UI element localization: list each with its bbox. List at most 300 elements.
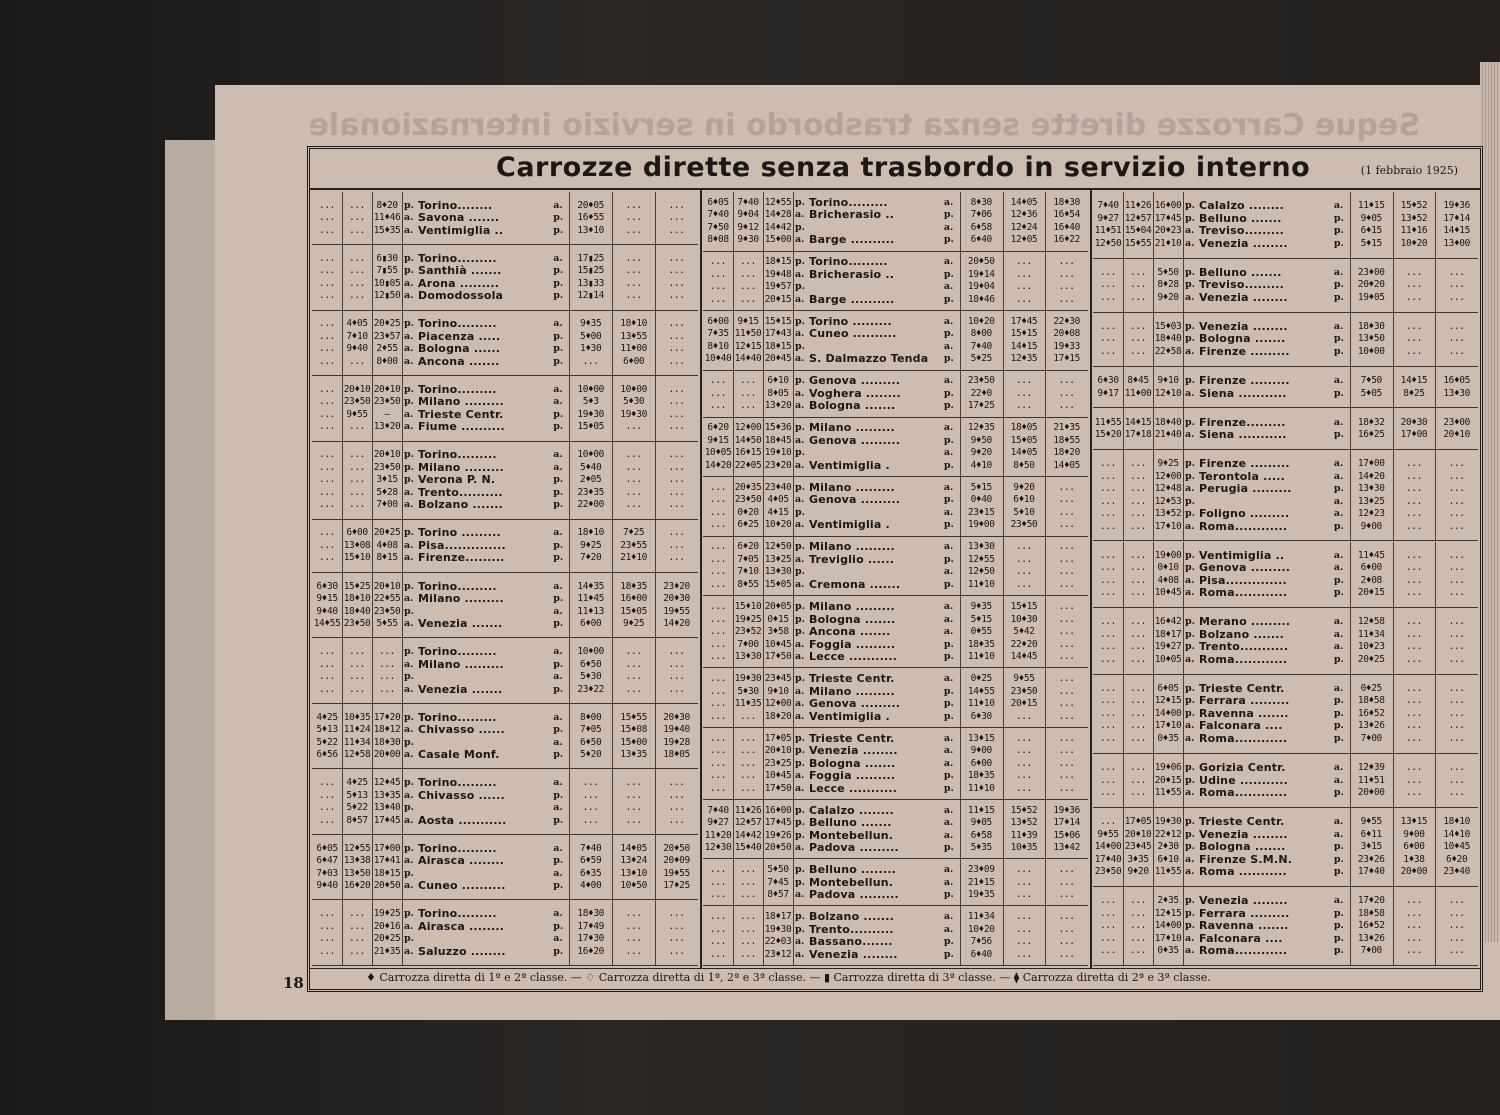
timetable-row: [312, 843, 698, 856]
route-block: [312, 638, 698, 704]
time-cell: ...: [1015, 268, 1032, 280]
timetable-row: [1093, 762, 1478, 775]
departure-arrival-mark: p.: [943, 936, 954, 948]
time-cell: 16♦22: [1053, 234, 1080, 246]
time-cell: 20♦05: [764, 601, 792, 613]
time-cell: ...: [710, 745, 726, 757]
route-block: [1093, 367, 1478, 409]
time-cell: ...: [1405, 787, 1422, 799]
time-cell: ...: [1058, 519, 1075, 531]
time-cell: 6♦05: [316, 842, 338, 854]
departure-arrival-mark: p.: [795, 340, 805, 352]
time-cell: 23♦22: [577, 683, 604, 695]
time-cell: ...: [379, 671, 395, 683]
time-cell: 22♦58: [1154, 345, 1182, 357]
departure-arrival-mark: a.: [404, 290, 414, 302]
time-cell: 7♦40: [1097, 200, 1119, 212]
time-cell: 6♦25: [737, 519, 759, 531]
departure-arrival-mark: p.: [553, 593, 564, 605]
time-cell: ...: [668, 224, 685, 236]
time-cell: ...: [1100, 458, 1116, 470]
time-cell: 0♦10: [1157, 562, 1179, 574]
timetable-row: [1093, 720, 1478, 733]
time-cell: 13♦52: [1010, 817, 1038, 829]
station-name: Ravenna .......: [1199, 707, 1289, 720]
time-cell: ...: [740, 889, 756, 901]
time-cell: 6♦15: [1360, 225, 1382, 237]
departure-arrival-mark: a.: [1333, 562, 1344, 574]
time-cell: ...: [349, 920, 365, 932]
time-cell: ...: [1100, 895, 1116, 907]
departure-arrival-mark: p.: [795, 601, 805, 613]
timetable-row: [1093, 346, 1478, 359]
time-cell: 22♦20: [1010, 638, 1038, 650]
time-cell: ...: [319, 539, 335, 551]
timetable-row: [312, 343, 698, 356]
time-cell: 17♦20: [1357, 895, 1385, 907]
departure-arrival-mark: p.: [943, 710, 954, 722]
time-cell: 0♦40: [970, 494, 992, 506]
timetable-row: [312, 499, 698, 512]
time-cell: ...: [1448, 653, 1465, 665]
time-cell: ...: [625, 199, 642, 211]
time-cell: ...: [1130, 920, 1146, 932]
departure-arrival-mark: p.: [795, 745, 805, 757]
departure-arrival-mark: p.: [1333, 225, 1344, 237]
time-cell: 19♦30: [620, 408, 647, 420]
timetable-row: [703, 281, 1088, 294]
time-cell: ...: [625, 461, 642, 473]
time-cell: ...: [1100, 732, 1116, 744]
time-cell: ...: [1100, 520, 1116, 532]
time-cell: 17♦20: [373, 711, 401, 723]
time-cell: 14♦50: [734, 434, 762, 446]
station-name: Trieste Centr.: [809, 732, 895, 745]
time-cell: ...: [668, 277, 685, 289]
time-cell: 11♦13: [577, 605, 604, 617]
time-cell: 23♦26: [1357, 853, 1385, 865]
departure-arrival-mark: a.: [795, 948, 805, 960]
time-cell: 19♦30: [764, 923, 792, 935]
route-block: [312, 520, 698, 573]
time-cell: ...: [319, 265, 335, 277]
time-cell: ...: [1405, 333, 1422, 345]
time-cell: 9♦35: [580, 318, 602, 330]
time-cell: 18♦58: [1357, 907, 1385, 919]
time-cell: 7♦00: [737, 638, 759, 650]
time-cell: 18♦35: [620, 580, 647, 592]
time-cell: ...: [710, 506, 726, 518]
time-cell: 15♦05: [764, 578, 792, 590]
time-cell: 0♦55: [970, 626, 992, 638]
time-cell: ...: [1405, 932, 1422, 944]
time-cell: ...: [1130, 907, 1146, 919]
time-cell: 5♦10: [1013, 506, 1035, 518]
time-cell: 11♦34: [967, 911, 995, 923]
departure-arrival-mark: a.: [1333, 816, 1344, 828]
departure-arrival-mark: a.: [553, 461, 563, 473]
departure-arrival-mark: p.: [943, 209, 954, 221]
time-cell: 15♦05: [620, 605, 647, 617]
station-name: Belluno .......: [1199, 212, 1282, 225]
station-name: Trento...........: [1199, 641, 1289, 654]
time-cell: 13♦25: [764, 553, 792, 565]
departure-arrival-mark: p.: [1333, 932, 1344, 944]
time-cell: ...: [668, 920, 685, 932]
station-name: Roma............: [1199, 520, 1288, 533]
departure-arrival-mark: a.: [1185, 574, 1195, 586]
time-cell: ...: [1015, 553, 1032, 565]
time-cell: 19♦55: [663, 867, 690, 879]
time-cell: 11♦46: [373, 212, 401, 224]
departure-arrival-mark: p.: [1333, 574, 1344, 586]
time-cell: 4♦10: [970, 459, 992, 471]
timetable-row: [703, 256, 1088, 269]
time-cell: ...: [319, 252, 335, 264]
departure-arrival-mark: p.: [795, 864, 805, 876]
time-cell: 13♦30: [1443, 387, 1470, 399]
timetable-row: [1093, 908, 1478, 921]
time-cell: ...: [349, 265, 365, 277]
time-cell: ...: [1100, 945, 1116, 957]
time-cell: ...: [1130, 774, 1146, 786]
station-name: Bologna .......: [809, 400, 896, 413]
time-cell: 6♦35: [580, 867, 602, 879]
timetable-row: [703, 341, 1088, 354]
time-cell: 12♦00: [734, 422, 762, 434]
timetable-row: [703, 316, 1088, 329]
departure-arrival-mark: p.: [1185, 562, 1195, 574]
time-cell: 17♦10: [1154, 720, 1182, 732]
timetable-row: [703, 626, 1088, 639]
time-cell: 1♦38: [1403, 853, 1425, 865]
time-cell: ...: [1058, 256, 1075, 268]
time-cell: ...: [740, 710, 756, 722]
time-cell: ...: [668, 945, 685, 957]
timetable-row: [1093, 695, 1478, 708]
departure-arrival-mark: p.: [553, 855, 564, 867]
time-cell: 12♦36: [1010, 209, 1038, 221]
time-cell: 14♦05: [1010, 196, 1038, 208]
time-cell: ...: [625, 486, 642, 498]
time-cell: ...: [582, 802, 599, 814]
time-cell: 19♦36: [1443, 200, 1470, 212]
time-cell: 15♦05: [577, 421, 604, 433]
time-cell: 23♦50: [967, 375, 995, 387]
station-name: Torino.........: [418, 842, 497, 855]
bleed-through-text: Seque Carrozze dirette senza trasbordo in servizio internazionale: [308, 108, 1420, 143]
time-cell: 20♦25: [1357, 653, 1385, 665]
departure-arrival-mark: p.: [1185, 707, 1195, 719]
departure-arrival-mark: a.: [1333, 641, 1344, 653]
time-cell: 20♦05: [577, 199, 604, 211]
time-cell: 17♦00: [1400, 429, 1428, 441]
time-cell: ...: [710, 782, 726, 794]
departure-arrival-mark: p.: [404, 318, 414, 330]
time-cell: 21♦35: [1053, 422, 1080, 434]
departure-arrival-mark: a.: [1333, 762, 1344, 774]
timetable-row: [703, 435, 1088, 448]
departure-arrival-mark: p.: [1185, 895, 1195, 907]
time-cell: ...: [740, 268, 756, 280]
departure-arrival-mark: a.: [795, 209, 805, 221]
time-cell: ...: [319, 658, 335, 670]
departure-arrival-mark: p.: [1185, 470, 1195, 482]
time-cell: 11♦55: [1154, 787, 1182, 799]
departure-arrival-mark: a.: [943, 923, 954, 935]
departure-arrival-mark: a.: [943, 375, 954, 387]
time-cell: ...: [740, 281, 756, 293]
time-cell: ...: [582, 777, 599, 789]
time-cell: 10♦05: [1154, 653, 1182, 665]
departure-arrival-mark: a.: [1185, 429, 1195, 441]
departure-arrival-mark: p.: [795, 566, 805, 578]
departure-arrival-mark: p.: [553, 421, 564, 433]
departure-arrival-mark: a.: [553, 580, 563, 592]
time-cell: 17♦40: [1094, 853, 1122, 865]
timetable-row: [703, 566, 1088, 579]
departure-arrival-mark: a.: [1333, 470, 1344, 482]
time-cell: ...: [710, 757, 726, 769]
time-cell: ...: [1448, 291, 1465, 303]
time-cell: 11♦45: [577, 593, 604, 605]
time-cell: 7♦03: [316, 867, 338, 879]
departure-arrival-mark: p.: [943, 685, 954, 697]
time-cell: 8♦50: [1013, 459, 1035, 471]
departure-arrival-mark: a.: [553, 318, 563, 330]
time-cell: ...: [349, 933, 365, 945]
departure-arrival-mark: p.: [1333, 237, 1344, 249]
footer-rule: [310, 968, 1480, 969]
timetable-row: [1093, 587, 1478, 600]
column-separator: [1090, 190, 1092, 968]
time-cell: ...: [1405, 682, 1422, 694]
time-cell: ...: [740, 864, 756, 876]
station-name: Calalzo ........: [1199, 200, 1284, 213]
timetable-row: [312, 449, 698, 462]
time-cell: 17♦10: [1154, 932, 1182, 944]
time-cell: 16♦25: [1357, 429, 1385, 441]
time-cell: ...: [379, 658, 395, 670]
time-cell: 18♦30: [1053, 196, 1080, 208]
timetable-row: [703, 507, 1088, 520]
station-name: Roma ...........: [1199, 866, 1287, 879]
station-name: Firenze.........: [418, 552, 505, 565]
timetable-row: [1093, 895, 1478, 908]
time-cell: ...: [710, 613, 726, 625]
time-cell: 12♦23: [1357, 508, 1385, 520]
departure-arrival-mark: a.: [404, 683, 414, 695]
time-cell: 6♦30: [316, 580, 338, 592]
departure-arrival-mark: a.: [795, 770, 805, 782]
time-cell: ...: [1405, 895, 1422, 907]
time-cell: ...: [1405, 495, 1422, 507]
timetable-row: [312, 581, 698, 594]
time-cell: 6♦58: [970, 829, 992, 841]
route-block: [1093, 675, 1478, 754]
departure-arrival-mark: p.: [943, 553, 954, 565]
time-cell: ...: [1405, 345, 1422, 357]
time-cell: ...: [1058, 281, 1075, 293]
time-cell: 12♦35: [967, 422, 995, 434]
time-cell: 12♦10: [1154, 387, 1182, 399]
time-cell: 13♦15: [967, 732, 995, 744]
departure-arrival-mark: a.: [1185, 291, 1195, 303]
time-cell: 23♦15: [967, 506, 995, 518]
time-cell: ...: [1448, 732, 1465, 744]
time-cell: ...: [1448, 279, 1465, 291]
station-name: Torino........: [418, 199, 493, 212]
time-cell: ...: [710, 519, 726, 531]
time-cell: 23♦20: [663, 580, 690, 592]
timetable-row: [312, 790, 698, 803]
departure-arrival-mark: a.: [795, 459, 805, 471]
departure-arrival-mark: a.: [943, 673, 954, 685]
departure-arrival-mark: a.: [943, 340, 954, 352]
time-cell: 10▮05: [373, 277, 401, 289]
time-cell: 23♦50: [373, 461, 401, 473]
time-cell: ...: [1405, 945, 1422, 957]
time-cell: 2♦05: [580, 474, 602, 486]
time-cell: ...: [1130, 320, 1146, 332]
timetable-row: [1093, 321, 1478, 334]
departure-arrival-mark: a.: [943, 566, 954, 578]
route-block: [312, 376, 698, 442]
time-cell: 13♦35: [620, 749, 647, 761]
departure-arrival-mark: a.: [404, 880, 414, 892]
time-cell: 11♦26: [734, 804, 762, 816]
time-cell: 23♦50: [1010, 519, 1038, 531]
station-name: Arona .........: [418, 277, 500, 290]
station-name: S. Dalmazzo Tenda: [809, 353, 929, 366]
departure-arrival-mark: a.: [1333, 828, 1344, 840]
time-cell: 11♦51: [1094, 225, 1122, 237]
station-name: Firenze .........: [1199, 458, 1290, 471]
time-cell: ...: [1448, 641, 1465, 653]
time-cell: 6▮30: [376, 252, 398, 264]
timetable-row: [312, 318, 698, 331]
timetable-row: [1093, 375, 1478, 388]
route-block: [1093, 313, 1478, 367]
time-cell: ...: [668, 212, 685, 224]
time-cell: 11♦20: [704, 829, 732, 841]
time-cell: 4♦25: [316, 711, 338, 723]
time-cell: 14♦05: [1010, 447, 1038, 459]
time-cell: 15♦08: [620, 724, 647, 736]
timetable-row: [1093, 562, 1478, 575]
time-cell: 9♦15: [316, 593, 338, 605]
time-cell: 13♦35: [373, 789, 401, 801]
time-cell: 19♦14: [967, 268, 995, 280]
time-cell: ...: [1448, 508, 1465, 520]
time-cell: ...: [1100, 816, 1116, 828]
time-cell: ...: [319, 499, 335, 511]
departure-arrival-mark: p.: [1185, 495, 1195, 507]
departure-arrival-mark: a.: [943, 447, 954, 459]
time-cell: 18♦12: [373, 724, 401, 736]
timetable-row: [703, 711, 1088, 724]
timetable-row: [703, 639, 1088, 652]
time-cell: ...: [1448, 520, 1465, 532]
time-cell: ...: [1130, 574, 1146, 586]
time-cell: 5♦15: [970, 613, 992, 625]
time-cell: ...: [349, 212, 365, 224]
time-cell: 9♦10: [767, 685, 789, 697]
departure-arrival-mark: p.: [553, 789, 564, 801]
time-cell: ...: [1448, 495, 1465, 507]
time-cell: 14♦35: [577, 580, 604, 592]
time-cell: ...: [710, 256, 726, 268]
time-cell: ...: [1058, 613, 1075, 625]
time-cell: 6♦00: [580, 618, 602, 630]
time-cell: 21♦15: [967, 876, 995, 888]
time-cell: 14♦45: [1010, 651, 1038, 663]
departure-arrival-mark: p.: [795, 673, 805, 685]
station-name: Siena ...........: [1199, 429, 1287, 442]
time-cell: 12♦57: [734, 817, 762, 829]
time-cell: ...: [1100, 320, 1116, 332]
time-cell: ...: [1130, 628, 1146, 640]
time-cell: ...: [668, 539, 685, 551]
station-name: Chivasso ......: [418, 724, 505, 737]
station-name: Genova .........: [809, 494, 901, 507]
time-cell: 8♦57: [767, 889, 789, 901]
route-block: [703, 371, 1088, 418]
time-cell: ...: [668, 486, 685, 498]
time-cell: ...: [1448, 587, 1465, 599]
time-cell: 7♦50: [707, 221, 729, 233]
time-cell: 9♦17: [1097, 387, 1119, 399]
time-cell: ...: [1058, 757, 1075, 769]
route-block: [703, 906, 1088, 966]
station-name: Milano .........: [809, 601, 895, 614]
time-cell: 16♦20: [343, 880, 371, 892]
time-cell: 12♦48: [1154, 483, 1182, 495]
departure-arrival-mark: a.: [1333, 266, 1344, 278]
time-cell: 7♦25: [622, 527, 645, 539]
departure-arrival-mark: p.: [553, 552, 564, 564]
time-cell: 5♦05: [1360, 387, 1382, 399]
time-cell: 20♦15: [1010, 698, 1038, 710]
time-cell: ...: [1448, 549, 1465, 561]
timetable-row: [703, 222, 1088, 235]
time-cell: ...: [349, 486, 365, 498]
station-name: Aosta ...........: [418, 814, 507, 827]
time-cell: ...: [1448, 345, 1465, 357]
departure-arrival-mark: p.: [943, 459, 954, 471]
time-cell: 7♦20: [580, 552, 602, 564]
time-cell: ...: [1405, 320, 1422, 332]
time-cell: 23♦00: [1443, 416, 1470, 428]
time-cell: 9♦25: [580, 539, 602, 551]
time-cell: ...: [1015, 710, 1032, 722]
departure-arrival-mark: p.: [1333, 695, 1344, 707]
station-name: Torino.........: [418, 908, 497, 921]
departure-arrival-mark: a.: [943, 506, 954, 518]
station-name: Torino.........: [418, 777, 497, 790]
time-cell: ...: [1100, 641, 1116, 653]
time-cell: ...: [1405, 628, 1422, 640]
time-cell: ...: [740, 948, 756, 960]
timetable-row: [312, 200, 698, 213]
time-cell: ...: [1130, 682, 1146, 694]
timetable-row: [312, 290, 698, 303]
departure-arrival-mark: a.: [795, 936, 805, 948]
departure-arrival-mark: a.: [404, 920, 414, 932]
timetable-row: [1093, 267, 1478, 280]
time-cell: 21♦10: [1154, 237, 1182, 249]
time-cell: ...: [625, 945, 642, 957]
